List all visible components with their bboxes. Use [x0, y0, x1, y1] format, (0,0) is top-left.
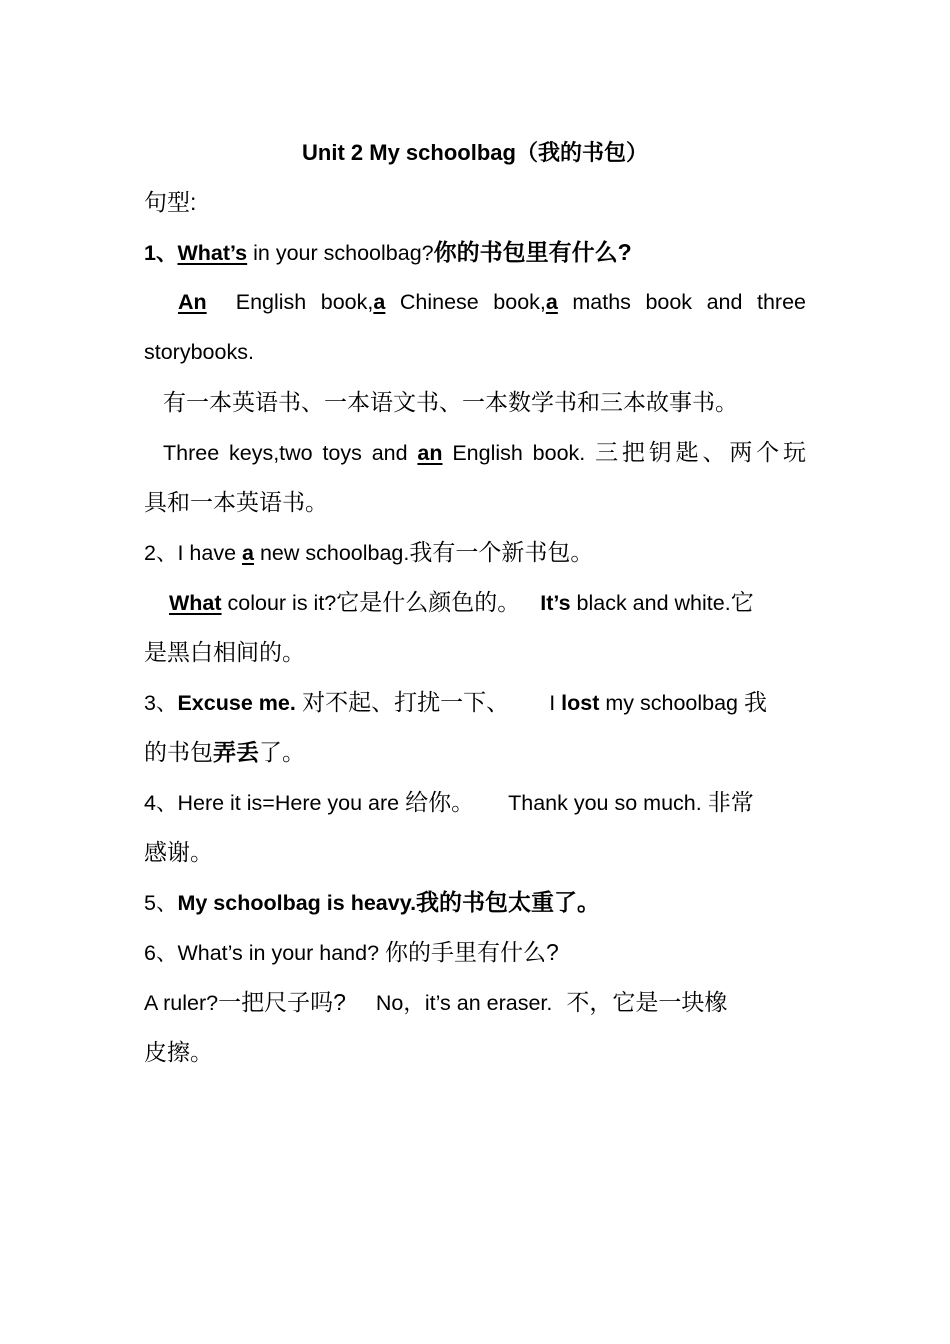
item-number: 3、: [144, 691, 178, 715]
answer-text: Three keys,two toys and: [163, 441, 418, 465]
question-text: colour is it?: [221, 591, 337, 615]
keyword: What: [169, 591, 222, 615]
question-text: A ruler?: [144, 991, 219, 1015]
translation: 三把钥匙、两个玩: [595, 439, 807, 465]
heading-text: 句型:: [144, 189, 197, 215]
translation: 你的手里有什么?: [385, 939, 559, 965]
keyword: Excuse me.: [177, 691, 296, 715]
translation: 的书包: [144, 739, 213, 765]
sentence-3: [144, 686, 806, 719]
section-heading: [144, 186, 806, 219]
keyword: a: [373, 290, 386, 314]
answer-text: storybooks.: [144, 340, 254, 364]
sentence-1-answer-2-cont: [144, 486, 806, 519]
translation: 我有一个新书包。: [409, 539, 594, 565]
translation: 它: [730, 589, 754, 615]
keyword: a: [545, 290, 558, 314]
keyword: a: [242, 541, 254, 565]
sentence-1-question: [144, 236, 806, 269]
sentence-text: my schoolbag: [599, 691, 744, 715]
sentence-2-qa-cont: [144, 636, 806, 669]
translation: 具和一本英语书。: [144, 489, 328, 515]
sentence-text: 2、I have: [144, 541, 242, 565]
translation: 你的书包里有什么?: [433, 239, 632, 265]
sentence-1-answer-2: [163, 436, 806, 469]
sentence-6-cont: [144, 1036, 806, 1069]
translation: 我的书包太重了。: [416, 889, 601, 915]
translation: 了。: [259, 739, 305, 765]
keyword: lost: [561, 691, 600, 715]
sentence-2-qa: [169, 586, 806, 619]
translation: 不，它是一块橡: [566, 989, 728, 1015]
sentence-text: I: [549, 691, 562, 715]
sentence-6-qa: [144, 986, 806, 1019]
keyword: an: [417, 441, 443, 465]
sentence-4-cont: [144, 836, 806, 869]
sentence-4: [144, 786, 806, 819]
sentence-text: 4、Here it is=Here you are: [144, 791, 406, 815]
translation: 感谢。: [144, 839, 213, 865]
page-title: Unit 2 My schoolbag（我的书包）: [302, 140, 648, 165]
keyword: An: [178, 290, 207, 314]
translation: 对不起、打扰一下、: [295, 689, 510, 715]
translation: 是黑白相间的。: [144, 639, 305, 665]
question-text: in your schoolbag?: [247, 241, 434, 265]
sentence-6: [144, 936, 806, 969]
sentence-5: [144, 886, 806, 919]
sentence-1-answer-cont: [144, 336, 806, 368]
answer-text: black and white.: [570, 591, 731, 615]
translation: 我: [743, 689, 767, 715]
translation: 非常: [707, 789, 754, 815]
answer-text: Chinese book,: [385, 290, 546, 314]
item-number: 5、: [144, 891, 178, 915]
translation: 给你。: [405, 789, 475, 815]
answer-text: English book,: [221, 290, 374, 314]
sentence-1-answer-cn: [163, 386, 825, 419]
keyword: 弄丢: [213, 739, 259, 765]
keyword: What’s: [177, 241, 248, 265]
sentence-text: new schoolbag.: [253, 541, 410, 565]
sentence-1-answer: [178, 286, 806, 318]
answer-text: maths book and three: [557, 290, 806, 314]
translation: 一把尺子吗?: [218, 989, 346, 1015]
keyword: It’s: [540, 591, 571, 615]
sentence-3-cont: [144, 736, 806, 769]
sentence-text: 6、What’s in your hand?: [144, 941, 386, 965]
translation: 它是什么颜色的。: [336, 589, 521, 615]
item-number: 1、: [144, 241, 178, 265]
translation: 皮擦。: [144, 1039, 213, 1065]
answer-text: English book.: [442, 441, 596, 465]
translation: 有一本英语书、一本语文书、一本数学书和三本故事书。: [163, 389, 738, 415]
sentence-text: Thank you so much.: [508, 791, 708, 815]
answer-text: No，it’s an eraser.: [375, 991, 553, 1015]
sentence-2: [144, 536, 806, 569]
sentence-text: My schoolbag is heavy.: [177, 891, 417, 915]
